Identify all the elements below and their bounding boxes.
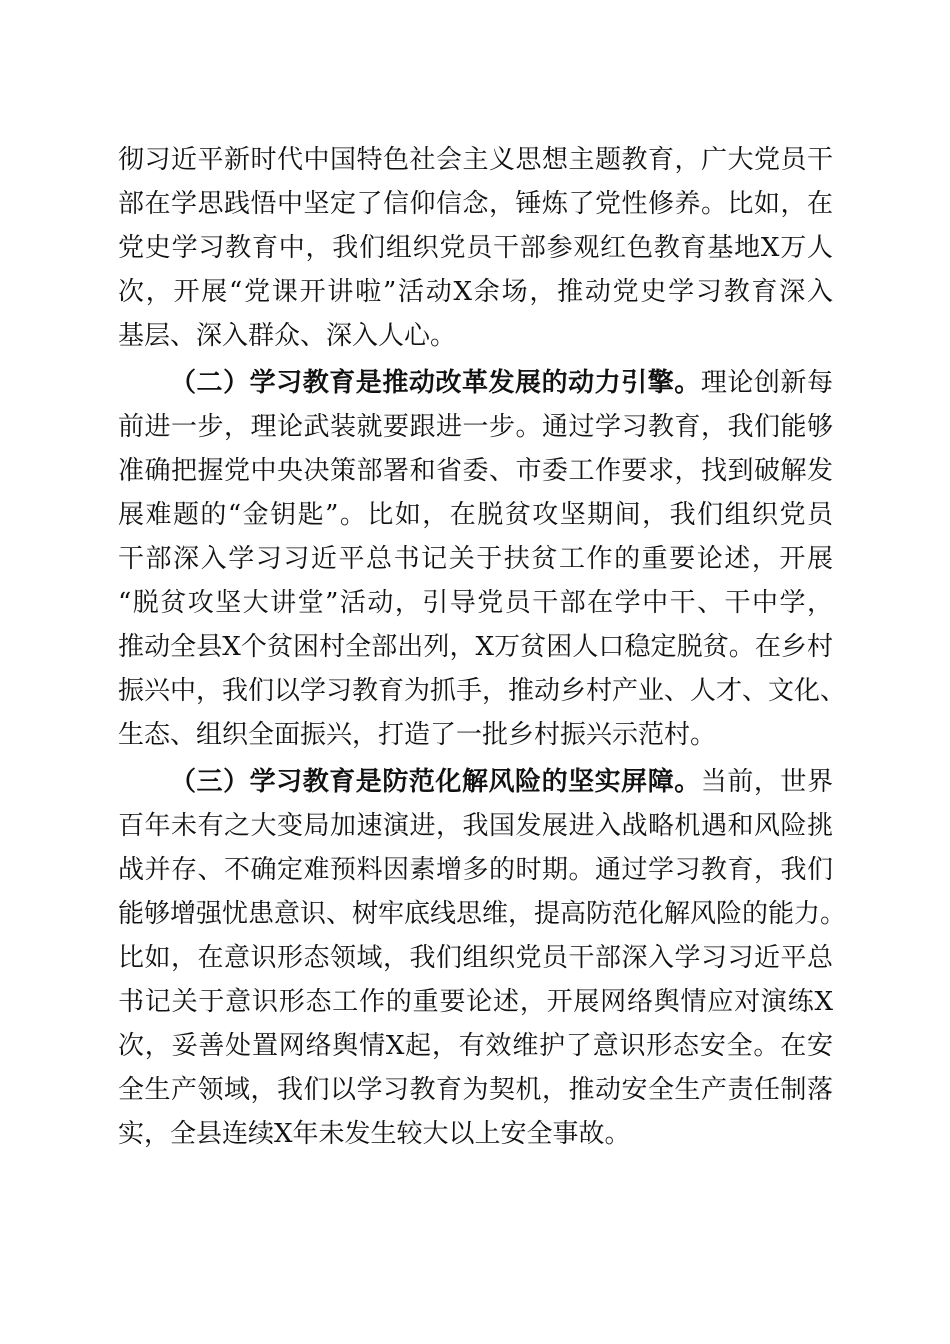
paragraph-line: “脱贫攻坚大讲堂”活动，引导党员干部在学中干、干中学， (118, 588, 833, 618)
paragraph-line: 实，全县连续X年未发生较大以上安全事故。 (118, 1119, 631, 1149)
paragraph-line: 次，开展“党课开讲啦”活动X余场，推动党史学习教育深入 (118, 277, 833, 307)
paragraph-line: 展难题的“金钥匙”。比如，在脱贫攻坚期间，我们组织党员 (118, 500, 833, 530)
paragraph-line: 比如，在意识形态领域，我们组织党员干部深入学习习近平总 (118, 943, 833, 973)
paragraph-line: 振兴中，我们以学习教育为抓手，推动乡村产业、人才、文化、 (118, 676, 847, 706)
paragraph-line: 次，妥善处置网络舆情X起，有效维护了意识形态安全。在安 (118, 1031, 833, 1061)
paragraph-line: 前进一步，理论武装就要跟进一步。通过学习教育，我们能够 (118, 412, 833, 442)
section-heading: （三）学习教育是防范化解风险的坚实屏障。 (170, 767, 701, 797)
paragraph-first-line (170, 762, 833, 802)
paragraph-text: 理论创新每 (700, 368, 833, 398)
paragraph-line: 基层、深入群众、深入人心。 (118, 321, 457, 351)
paragraph-line: 干部深入学习习近平总书记关于扶贫工作的重要论述，开展 (118, 544, 833, 574)
paragraph-first-line (170, 363, 833, 403)
paragraph-line: 推动全县X个贫困村全部出列，X万贫困人口稳定脱贫。在乡村 (118, 632, 833, 662)
paragraph-line: 准确把握党中央决策部署和省委、市委工作要求，找到破解发 (118, 456, 833, 486)
paragraph-text: 当前，世界 (700, 767, 833, 797)
paragraph-line: 党史学习教育中，我们组织党员干部参观红色教育基地X万人 (118, 233, 833, 263)
paragraph-line: 百年未有之大变局加速演进，我国发展进入战略机遇和风险挑 (118, 811, 833, 841)
paragraph-line: 全生产领域，我们以学习教育为契机，推动安全生产责任制落 (118, 1075, 833, 1105)
paragraph-line: 战并存、不确定难预料因素增多的时期。通过学习教育，我们 (118, 855, 833, 885)
paragraph-line: 彻习近平新时代中国特色社会主义思想主题教育，广大党员干 (118, 145, 833, 175)
paragraph-line: 部在学思践悟中坚定了信仰信念，锤炼了党性修养。比如，在 (118, 189, 833, 219)
section-heading: （二）学习教育是推动改革发展的动力引擎。 (170, 368, 701, 398)
paragraph-line: 能够增强忧患意识、树牢底线思维，提高防范化解风险的能力。 (118, 899, 847, 929)
paragraph-line: 生态、组织全面振兴，打造了一批乡村振兴示范村。 (118, 720, 717, 750)
paragraph-line: 书记关于意识形态工作的重要论述，开展网络舆情应对演练X (118, 987, 833, 1017)
